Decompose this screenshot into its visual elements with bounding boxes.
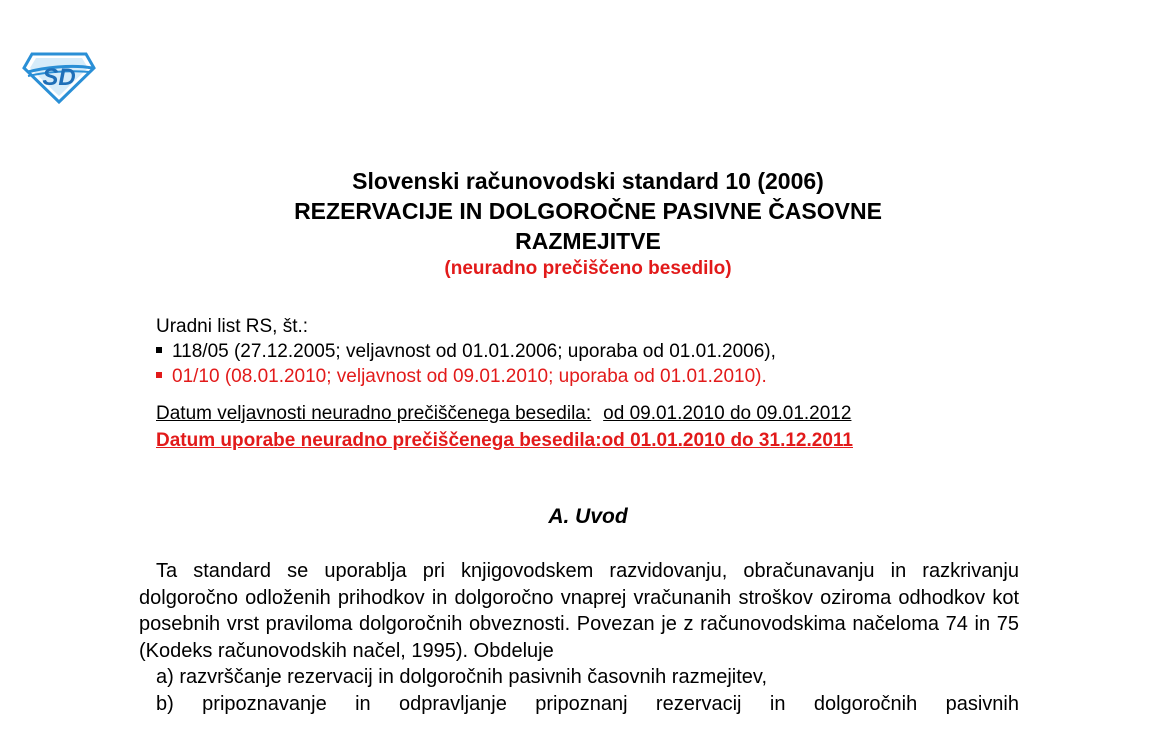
sd-diamond-logo-icon [22,50,96,104]
gazette-item-text: 118/05 (27.12.2005; veljavnost od 01.01.2006; uporaba od 01.01.2006), [172,341,776,362]
list-item: b) pripoznavanje in odpravljanje pripoznanj rezervacij in dolgoročnih pasivnih [156,692,1019,715]
sd-logo [22,50,96,104]
section-heading: A. Uvod [548,505,628,528]
square-bullet-icon [156,372,162,378]
usage-value: od 01.01.2010 do 31.12.2011 [601,430,853,451]
dates-block [156,400,853,454]
standard-title: Slovenski računovodski standard 10 (2006) [352,168,824,194]
intro-paragraph: Ta standard se uporablja pri knjigovodskem razvidovanju, obračunavanju in razkrivanju dolgoročno odloženih prihodkov in dolgoročno vnaprej vračunanih stroškov oziroma odhodkov kot posebnih vrst praviloma dolgoročnih obveznosti. Povezan je z računovodskima načeloma 74 in 75 (Kodeks računovodskih načel, 1995). Obdeluje [139,560,1019,662]
standard-subject-line1: REZERVACIJE IN DOLGOROČNE PASIVNE ČASOVNE [294,198,882,224]
square-bullet-icon [156,347,162,353]
official-gazette-block [156,314,776,389]
validity-date-line [156,400,853,427]
unofficial-text-note: (neuradno prečiščeno besedilo) [444,258,732,279]
gazette-intro: Uradni list RS, št.: [156,316,309,337]
gazette-item [156,339,776,364]
gazette-item [156,364,776,389]
standard-subject-line2: RAZMEJITVE [515,228,661,254]
usage-date-line [156,427,853,454]
list-item: a) razvrščanje rezervacij in dolgoročnih pasivnih časovnih razmejitev, [156,666,768,688]
document-title-block [0,166,1157,284]
logo-text: SD [42,64,76,91]
validity-value: od 09.01.2010 do 09.01.2012 [603,403,852,424]
gazette-item-text: 01/10 (08.01.2010; veljavnost od 09.01.2010; uporaba od 01.01.2010). [172,366,767,387]
validity-label: Datum veljavnosti neuradno prečiščenega besedila: [156,403,592,424]
usage-label: Datum uporabe neuradno prečiščenega besedila: [156,430,602,451]
section-body [139,558,1019,717]
